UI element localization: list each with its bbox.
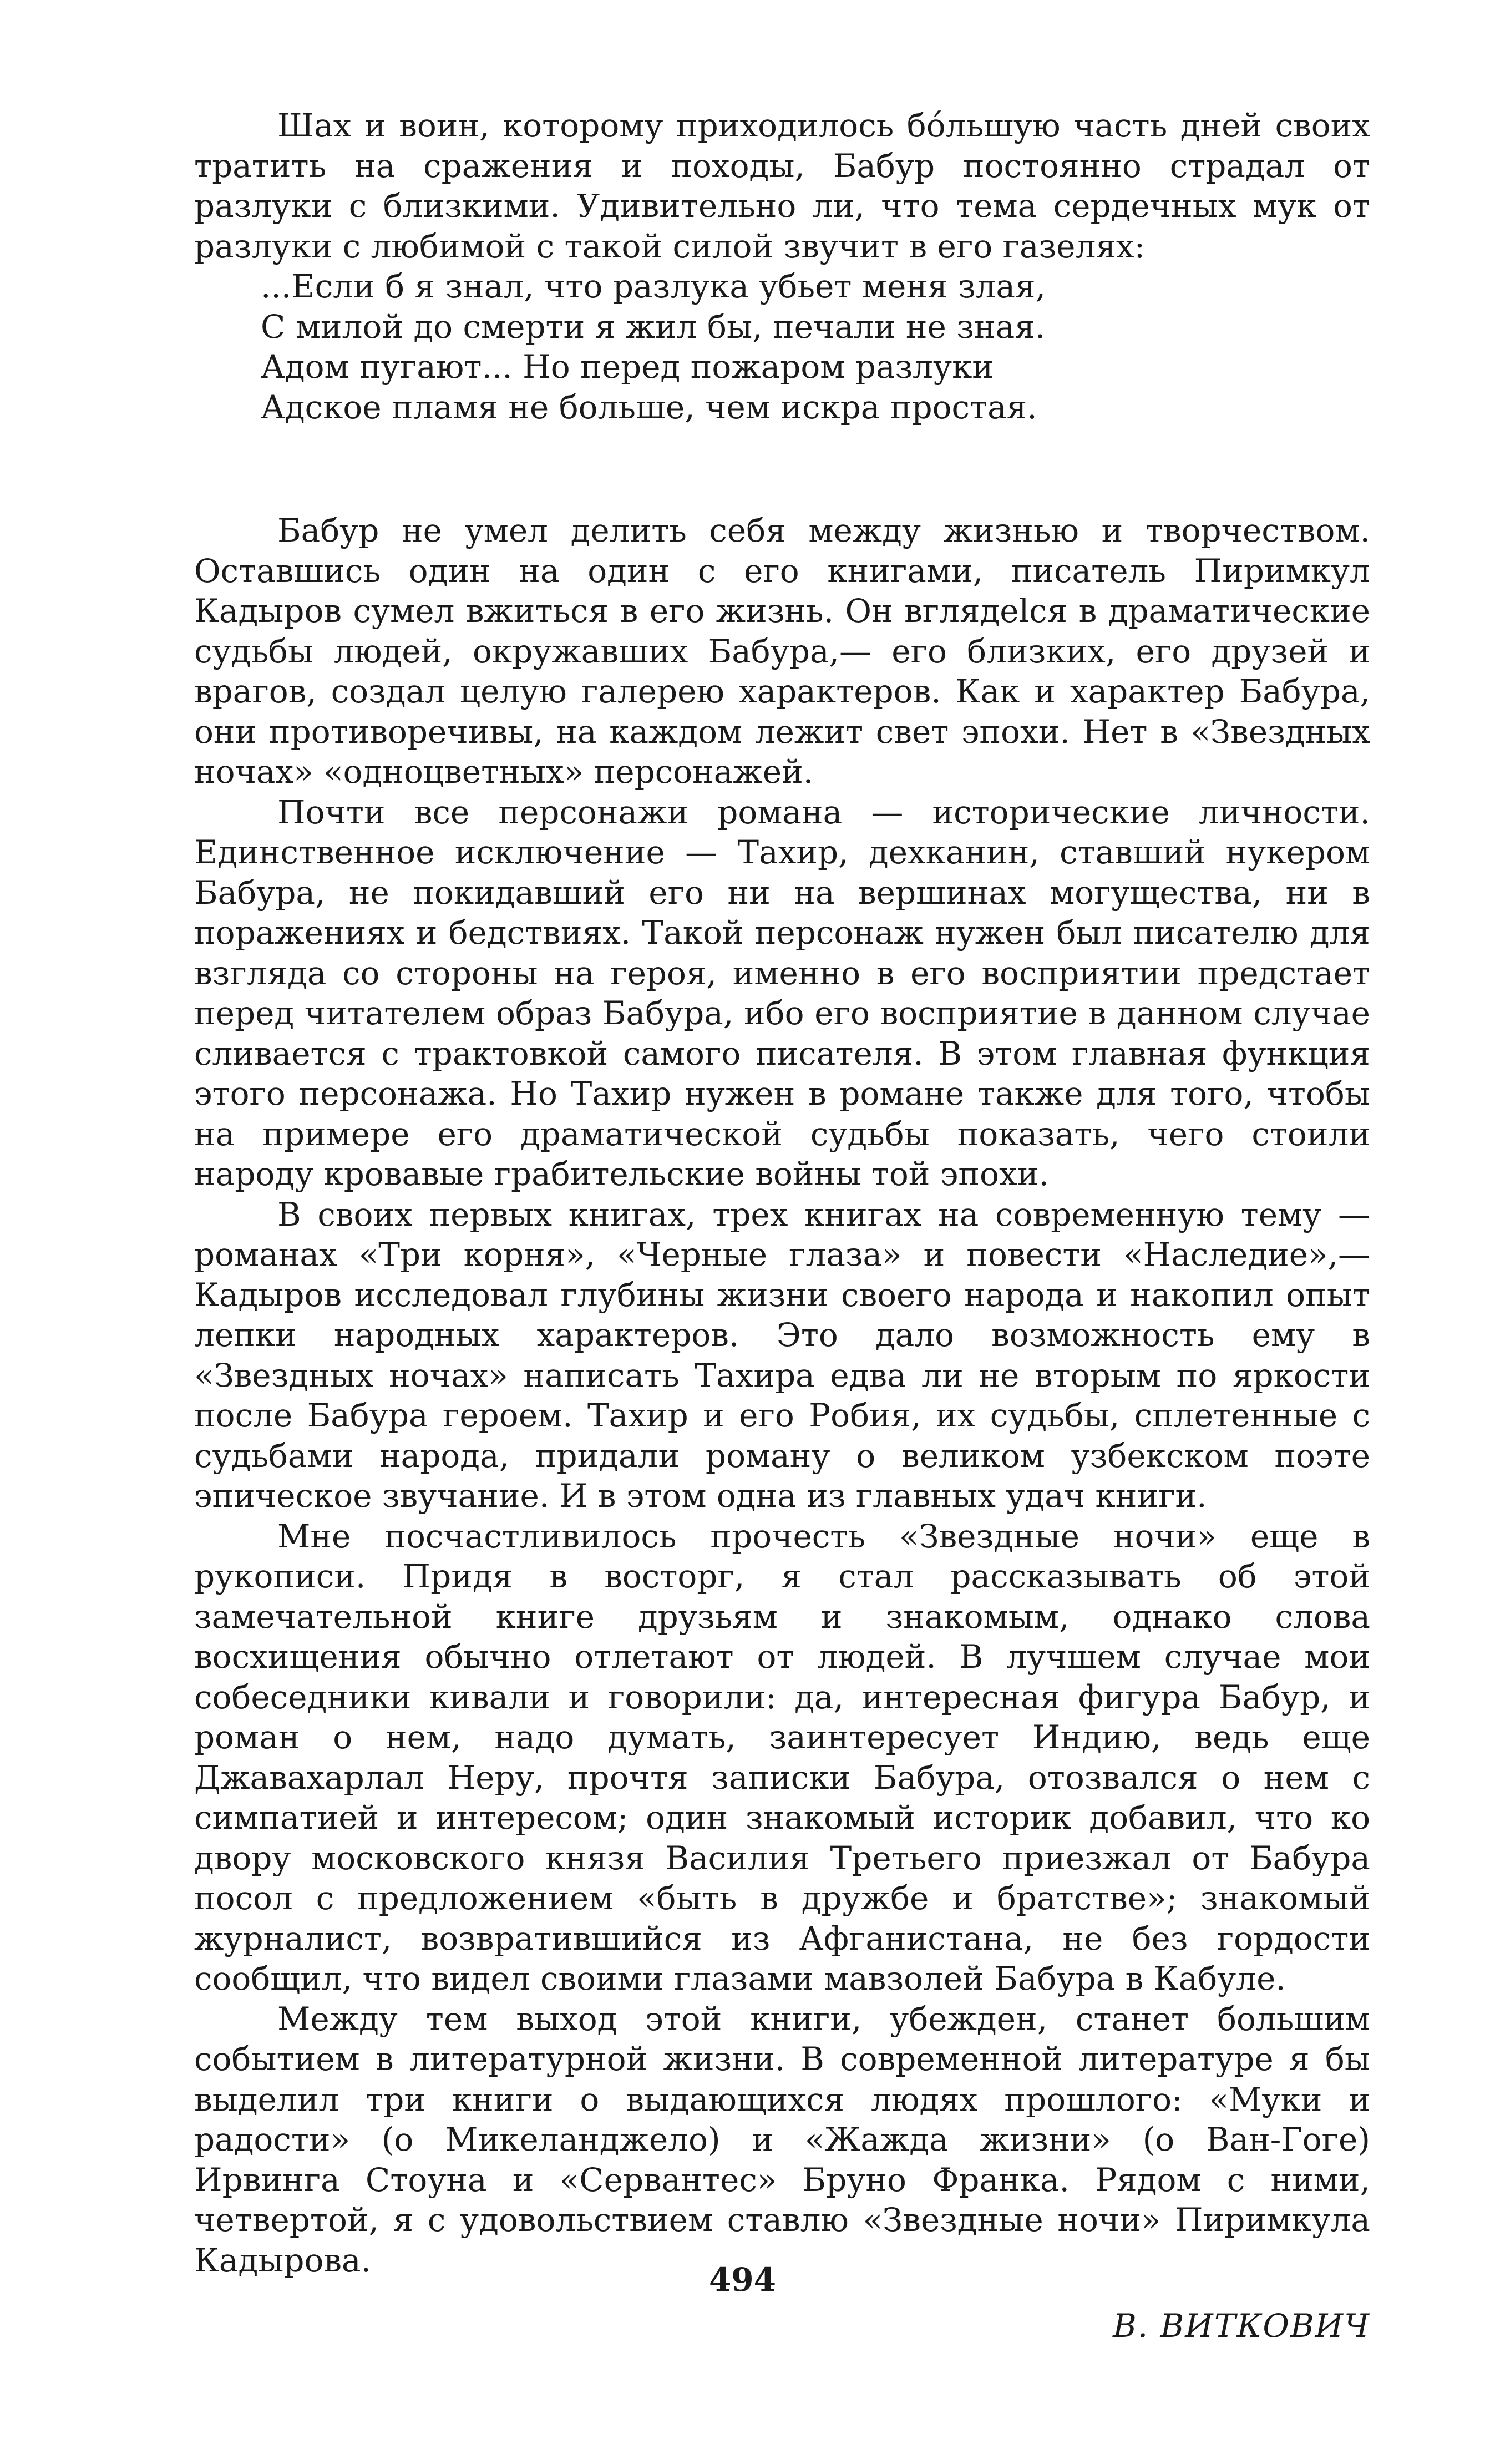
paragraph-characters: Почти все персонажи романа — исторические личности. Единственное исключение — Тахир, дехканин, ставший нукером Бабура, не покидавший его ни на вершинах могущества, ни в поражениях и бедствиях. Такой персонаж нужен был писателю для взгляда со стороны на героя, именно в его восприятии предстает перед читателем образ Бабура, ибо его восприятие в данном случае сливается с трактовкой самого писателя. В этом главная функция этого персонажа. Но Тахир нужен в романе также для того, чтобы на примере его драматической судьбы показать, чего стоили народу кровавые грабительские войны той эпохи. [194, 793, 1370, 1193]
paragraph-manuscript: Мне посчастливилось прочесть «Звездные ночи» еще в рукописи. Придя в восторг, я стал рассказывать об этой замечательной книге друзьям и знакомым, однако слова восхищения обычно отлетают от людей. В лучшем случае мои собеседники кивали и говорили: да, интересная фигура Бабур, и роман о нем, надо думать, заинтересует Индию, ведь еще Джавахарлал Неру, прочтя записки Бабура, отозвался о нем с симпатией и интересом; один знакомый историк добавил, что ко двору московского князя Василия Третьего приезжал от Бабура посол с предложением «быть в дружбе и братстве»; знакомый журналист, возвратившийся из Афганистана, не без гордости сообщил, что видел своими глазами мавзолей Бабура в Кабуле. [194, 1517, 1370, 1997]
document-page [194, 105, 1370, 2346]
intro-paragraph: Шах и воин, которому приходилось бо́льшую часть дней своих тратить на сражения и походы, Бабур постоянно страдал от разлуки с близкими. Удивительно ли, что тема сердечных мук от разлуки с любимой с такой силой звучит в его газелях: [194, 107, 1370, 265]
verse-spacer [194, 427, 1370, 510]
verse-block [261, 266, 1370, 427]
verse-line: ...Если б я знал, что разлука убьет меня злая, [261, 267, 1046, 305]
paragraph-conclusion: Между тем выход этой книги, убежден, станет большим событием в литературной жизни. В современной литературе я бы выделил три книги о выдающихся людях прошлого: «Муки и радости» (о Микеланджело) и «Жажда жизни» (о Ван-Гоге) Ирвинга Стоуна и «Сервантес» Бруно Франка. Рядом с ними, четвертой, я с удовольствием ставлю «Звездные ночи» Пиримкула Кадырова. [194, 2000, 1370, 2279]
paragraph-first-books: В своих первых книгах, трех книгах на современную тему — романах «Три корня», «Черные глаза» и повести «Наследие»,— Кадыров исследовал глубины жизни своего народа и накопил опыт лепки народных характеров. Это дало возможность ему в «Звездных ночах» написать Тахира едва ли не вторым по яркости после Бабура героем. Тахир и его Робия, их судьбы, сплетенные с судьбами народа, придали роману о великом узбекском поэте эпическое звучание. И в этом одна из главных удач книги. [194, 1195, 1370, 1515]
verse-line: С милой до смерти я жил бы, печали не зная. [261, 307, 1046, 346]
paragraph-creativity: Бабур не умел делить себя между жизнью и творчеством. Оставшись один на один с его книгами, писатель Пиримкул Кадыров сумел вжиться в его жизнь. Он вглядelся в драматические судьбы людей, окружавших Бабура,— его близких, его друзей и врагов, создал целую галерею характеров. Как и характер Бабура, они противоречивы, на каждом лежит свет эпохи. Нет в «Звездных ночах» «одноцветных» персонажей. [194, 512, 1370, 791]
page-number: 494 [708, 2261, 777, 2299]
author-signature: В. ВИТКОВИЧ [1113, 2307, 1370, 2345]
verse-line: Адом пугают... Но перед пожаром разлуки [261, 348, 994, 386]
verse-line: Адское пламя не больше, чем искра простая. [261, 388, 1037, 426]
